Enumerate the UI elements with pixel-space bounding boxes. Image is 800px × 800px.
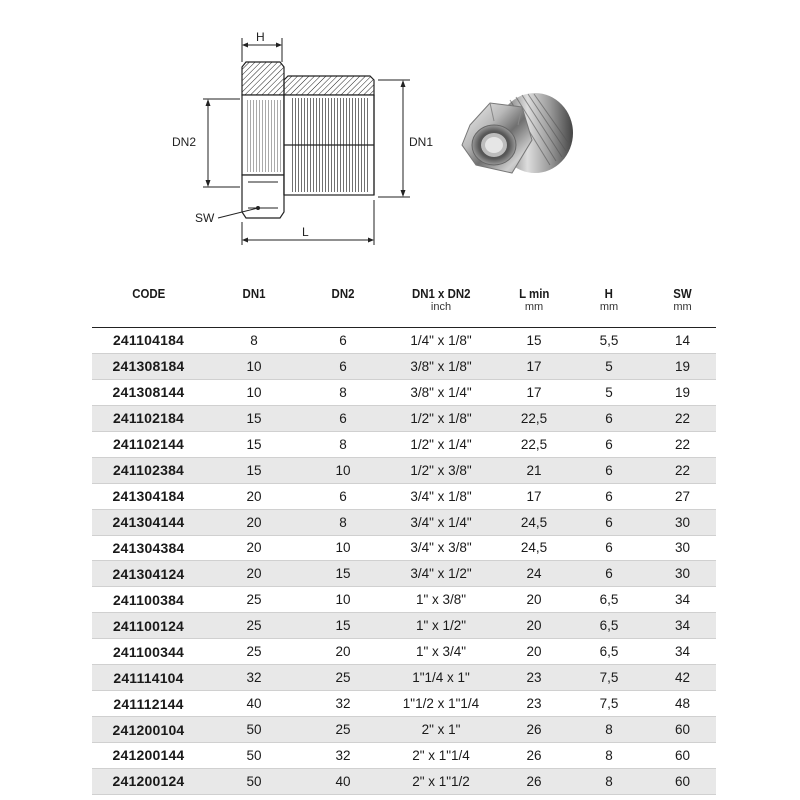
cell-code: 241200124 <box>112 773 185 790</box>
table-row <box>92 561 716 587</box>
cell-h: 6 <box>605 436 613 452</box>
cell-sw: 60 <box>674 773 691 789</box>
cell-h: 5 <box>605 384 613 400</box>
cell-l-min: 24,5 <box>520 514 548 530</box>
cell-dn2: 10 <box>335 592 351 608</box>
table-row <box>92 510 716 536</box>
cell-dn1: 50 <box>246 747 262 763</box>
cell-dn2: 8 <box>339 514 347 530</box>
table-row <box>92 536 716 562</box>
cell-l-min: 24,5 <box>520 540 548 556</box>
cell-sw: 34 <box>674 592 691 608</box>
table-row <box>92 432 716 458</box>
cell-dn2: 15 <box>335 566 351 582</box>
cell-code: 241100384 <box>112 591 185 608</box>
cell-sw: 48 <box>674 696 691 712</box>
dim-label-dn2: DN2 <box>172 135 197 149</box>
cell-sw: 19 <box>674 384 691 400</box>
cell-sw: 22 <box>674 462 691 478</box>
cell-dn1: 15 <box>246 462 262 478</box>
cell-dn2: 25 <box>335 670 351 686</box>
cell-dn1-x-dn2: 1" x 3/4" <box>415 644 467 660</box>
cell-dn1: 10 <box>246 384 262 400</box>
cell-sw: 14 <box>674 332 691 348</box>
cell-dn2: 15 <box>335 618 351 634</box>
cell-h: 5 <box>605 358 613 374</box>
cell-dn1-x-dn2: 3/8" x 1/8" <box>410 358 472 374</box>
cell-sw: 60 <box>674 722 691 738</box>
cell-l-min: 20 <box>526 592 542 608</box>
cell-h: 6,5 <box>599 644 619 660</box>
cell-code: 241304144 <box>112 514 185 531</box>
cell-code: 241104184 <box>112 332 185 349</box>
cell-dn1-x-dn2: 3/8" x 1/4" <box>410 384 472 400</box>
cell-h: 6 <box>605 410 613 426</box>
cell-h: 8 <box>605 722 613 738</box>
cell-dn1-x-dn2: 3/4" x 1/2" <box>410 566 472 582</box>
cell-code: 241100124 <box>112 617 185 634</box>
dim-label-dn1: DN1 <box>409 135 434 149</box>
cell-code: 241308144 <box>112 384 185 401</box>
cell-dn1: 20 <box>246 514 262 530</box>
cell-dn2: 10 <box>335 462 351 478</box>
cell-code: 241200104 <box>112 721 185 738</box>
cell-dn2: 40 <box>335 773 351 789</box>
cell-code: 241100344 <box>112 643 185 660</box>
cell-h: 6 <box>605 462 613 478</box>
cell-h: 8 <box>605 747 613 763</box>
table-header <box>92 287 716 328</box>
cell-dn1: 10 <box>246 358 262 374</box>
cell-dn1-x-dn2: 1" x 3/8" <box>415 592 467 608</box>
cell-l-min: 26 <box>526 722 542 738</box>
cell-l-min: 26 <box>526 773 542 789</box>
cell-dn1: 32 <box>246 670 262 686</box>
cell-sw: 42 <box>674 670 691 686</box>
header-sw: SW mm <box>673 286 692 313</box>
cell-l-min: 22,5 <box>520 410 548 426</box>
cell-dn1: 50 <box>246 773 262 789</box>
cell-code: 241200144 <box>112 747 185 764</box>
cell-code: 241114104 <box>113 669 184 686</box>
cell-dn1: 40 <box>246 696 262 712</box>
cell-h: 7,5 <box>599 670 619 686</box>
cell-dn2: 6 <box>339 488 347 504</box>
cell-sw: 22 <box>674 410 691 426</box>
cell-dn1-x-dn2: 1" x 1/2" <box>415 618 467 634</box>
cell-code: 241102144 <box>112 436 185 453</box>
cell-h: 6 <box>605 566 613 582</box>
cell-h: 7,5 <box>599 696 619 712</box>
header-h: H mm <box>599 286 619 313</box>
header-dn2: DN2 <box>331 286 355 301</box>
cell-dn2: 6 <box>339 332 347 348</box>
header-l-min: L min mm <box>518 286 550 313</box>
cell-h: 5,5 <box>599 332 619 348</box>
cell-dn1-x-dn2: 1/2" x 1/4" <box>410 436 472 452</box>
table-row <box>92 717 716 743</box>
cell-l-min: 21 <box>526 462 542 478</box>
cell-dn1-x-dn2: 2" x 1"1/4 <box>412 747 470 763</box>
table-row <box>92 328 716 354</box>
cell-dn2: 32 <box>335 747 351 763</box>
cell-dn2: 10 <box>335 540 351 556</box>
cell-code: 241304184 <box>112 488 185 505</box>
cell-dn1-x-dn2: 1"1/2 x 1"1/4 <box>402 696 480 712</box>
cell-code: 241308184 <box>112 358 185 375</box>
table-row <box>92 691 716 717</box>
cell-dn2: 8 <box>339 384 347 400</box>
cell-l-min: 23 <box>526 696 542 712</box>
cell-dn1: 20 <box>246 566 262 582</box>
cell-dn1: 25 <box>246 644 262 660</box>
cell-l-min: 20 <box>526 644 542 660</box>
header-dn1: DN1 <box>242 286 266 301</box>
cell-sw: 30 <box>674 566 691 582</box>
cell-dn1-x-dn2: 3/4" x 3/8" <box>410 540 472 556</box>
cell-sw: 30 <box>674 540 691 556</box>
table-body <box>92 328 716 795</box>
cell-dn1: 25 <box>246 618 262 634</box>
cell-h: 6 <box>605 514 613 530</box>
cell-code: 241304124 <box>112 565 185 582</box>
cell-sw: 30 <box>674 514 691 530</box>
cell-l-min: 17 <box>526 384 542 400</box>
cell-dn1-x-dn2: 1/2" x 1/8" <box>410 410 472 426</box>
cell-dn2: 32 <box>335 696 351 712</box>
table-row <box>92 354 716 380</box>
cell-dn1: 8 <box>250 332 258 348</box>
cell-h: 8 <box>605 773 613 789</box>
header-code: CODE <box>131 286 166 301</box>
cell-dn1: 15 <box>246 436 262 452</box>
table-row <box>92 665 716 691</box>
table-row <box>92 458 716 484</box>
cell-dn1: 25 <box>246 592 262 608</box>
cell-l-min: 23 <box>526 670 542 686</box>
cell-dn1-x-dn2: 1/4" x 1/8" <box>410 332 472 348</box>
cell-h: 6,5 <box>599 592 619 608</box>
cell-dn2: 20 <box>335 644 351 660</box>
cell-dn2: 25 <box>335 722 351 738</box>
cell-dn2: 6 <box>339 410 347 426</box>
cell-dn2: 6 <box>339 358 347 374</box>
dim-label-l: L <box>302 225 309 239</box>
cell-dn1-x-dn2: 3/4" x 1/8" <box>410 488 472 504</box>
cell-sw: 22 <box>674 436 691 452</box>
dim-label-h: H <box>256 30 265 44</box>
table-row <box>92 613 716 639</box>
cell-l-min: 15 <box>526 332 542 348</box>
table-row <box>92 380 716 406</box>
technical-drawing <box>150 20 440 260</box>
cell-dn1: 50 <box>246 722 262 738</box>
table-row <box>92 406 716 432</box>
cell-sw: 34 <box>674 618 691 634</box>
cell-l-min: 24 <box>526 566 542 582</box>
cell-code: 241112144 <box>113 695 184 712</box>
cell-sw: 19 <box>674 358 691 374</box>
table-row <box>92 639 716 665</box>
cell-dn1-x-dn2: 1/2" x 3/8" <box>410 462 472 478</box>
cell-h: 6,5 <box>599 618 619 634</box>
table-row <box>92 587 716 613</box>
cell-h: 6 <box>605 540 613 556</box>
table-row <box>92 484 716 510</box>
table-row <box>92 769 716 795</box>
cell-l-min: 17 <box>526 358 542 374</box>
cell-dn1-x-dn2: 1"1/4 x 1" <box>412 670 470 686</box>
cell-dn1: 15 <box>246 410 262 426</box>
dim-label-sw: SW <box>195 211 215 225</box>
cell-sw: 27 <box>674 488 691 504</box>
cell-l-min: 22,5 <box>520 436 548 452</box>
cell-dn1-x-dn2: 3/4" x 1/4" <box>410 514 472 530</box>
cell-l-min: 20 <box>526 618 542 634</box>
cell-l-min: 17 <box>526 488 542 504</box>
cell-code: 241102184 <box>112 410 185 427</box>
table-row <box>92 743 716 769</box>
cell-h: 6 <box>605 488 613 504</box>
cell-code: 241102384 <box>112 462 185 479</box>
product-table <box>92 287 716 795</box>
cell-dn2: 8 <box>339 436 347 452</box>
cell-sw: 60 <box>674 747 691 763</box>
reducer-bushing-photo-icon <box>450 85 580 200</box>
cell-dn1: 20 <box>246 540 262 556</box>
cell-dn1-x-dn2: 2" x 1" <box>421 722 461 738</box>
cell-sw: 34 <box>674 644 691 660</box>
header-dn1-x-dn2: DN1 x DN2 inch <box>411 286 471 313</box>
cell-l-min: 26 <box>526 747 542 763</box>
cell-dn1: 20 <box>246 488 262 504</box>
cell-code: 241304384 <box>112 539 185 556</box>
cell-dn1-x-dn2: 2" x 1"1/2 <box>412 773 470 789</box>
